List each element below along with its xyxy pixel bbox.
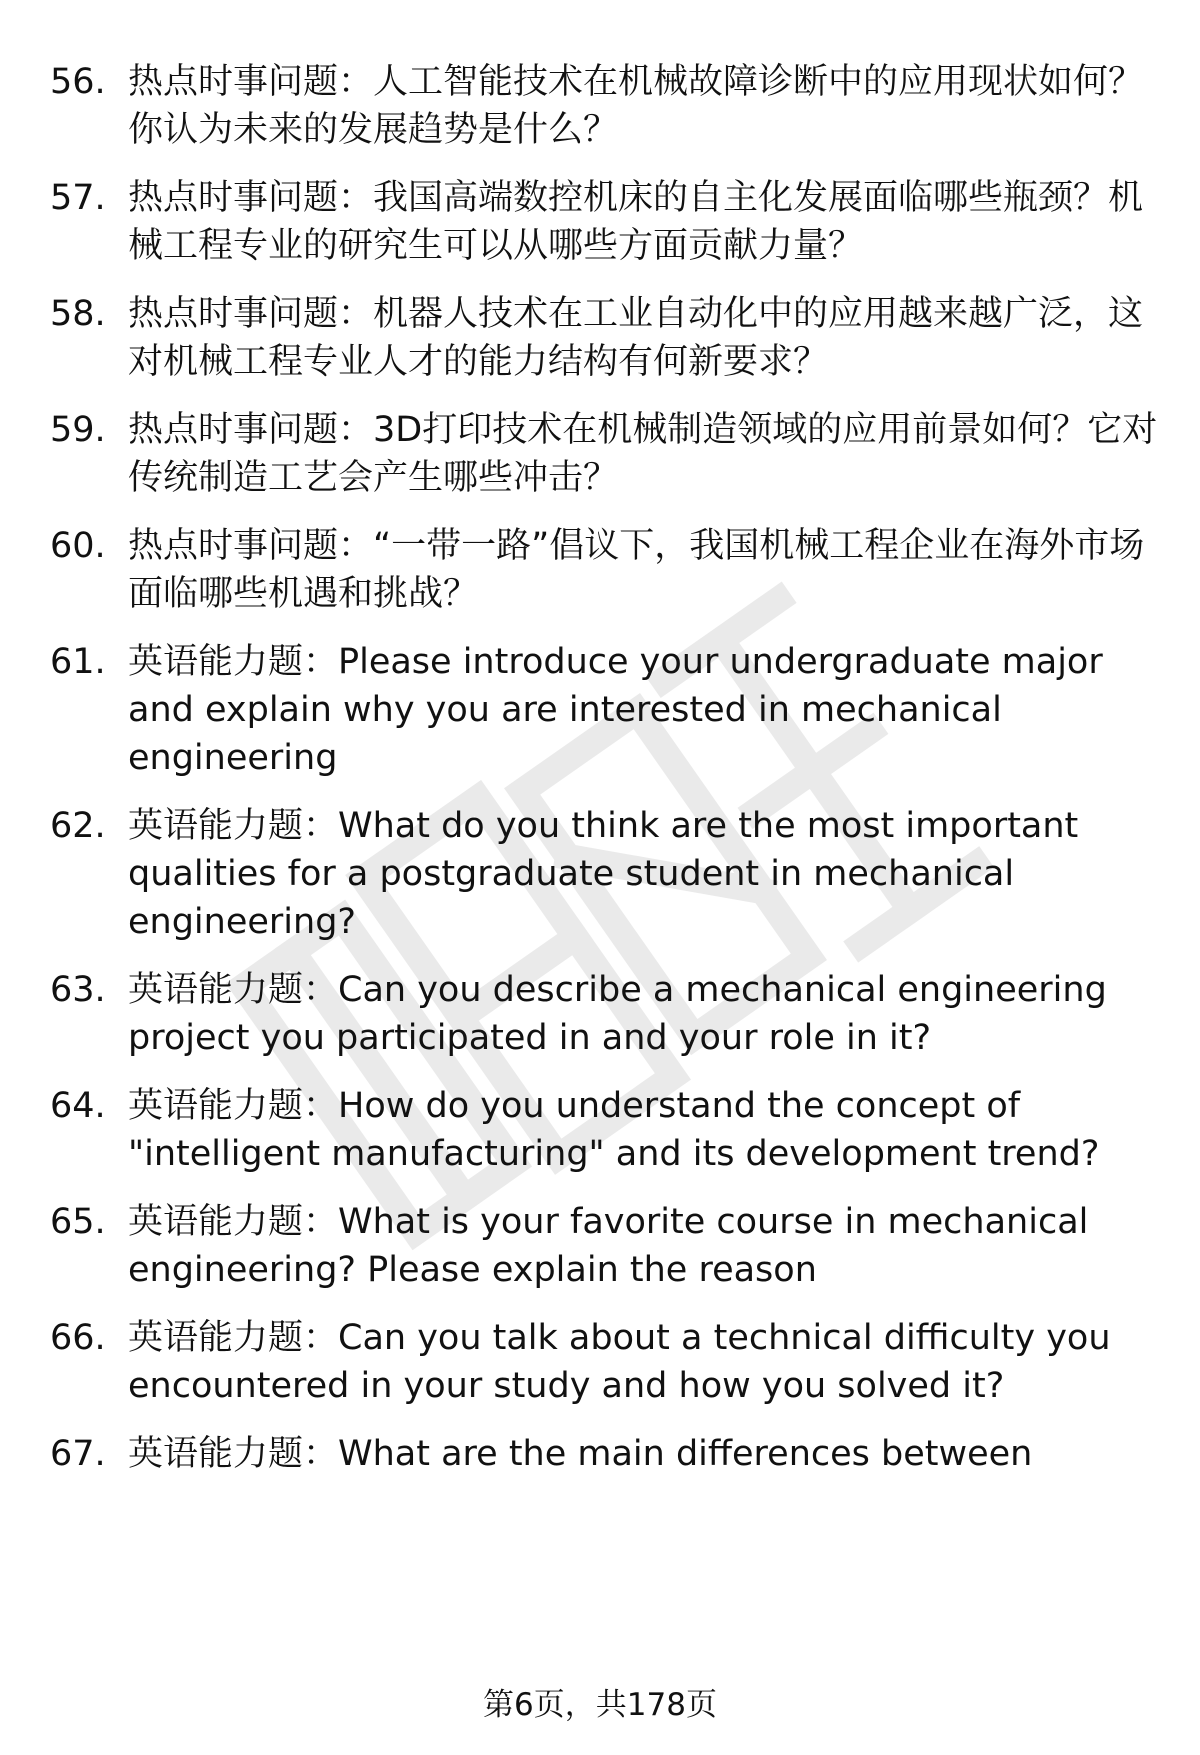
- question-item-57: [50, 174, 1160, 270]
- question-number: 64.: [50, 1086, 106, 1126]
- question-number: 57.: [50, 178, 106, 218]
- question-number: 56.: [50, 62, 106, 102]
- question-item-58: [50, 290, 1160, 386]
- question-item-63: [50, 966, 1160, 1062]
- question-number: 65.: [50, 1202, 106, 1242]
- question-item-59: [50, 406, 1160, 502]
- question-text: 英语能力题：What do you think are the most important qualities for a postgraduate student in mechanical engineering?: [128, 806, 1079, 942]
- question-number: 63.: [50, 970, 106, 1010]
- question-number: 59.: [50, 410, 106, 450]
- question-text: 英语能力题：What are the main differences between: [128, 1434, 1033, 1474]
- question-number: 67.: [50, 1434, 106, 1474]
- question-text: 英语能力题：What is your favorite course in mechanical engineering? Please explain the reason: [128, 1202, 1089, 1290]
- question-text: 热点时事问题：机器人技术在工业自动化中的应用越来越广泛，这对机械工程专业人才的能力结构有何新要求？: [128, 294, 1144, 382]
- question-text: 英语能力题：Can you describe a mechanical engineering project you participated in and your role in it?: [128, 970, 1107, 1058]
- question-number: 62.: [50, 806, 106, 846]
- question-text: 热点时事问题：人工智能技术在机械故障诊断中的应用现状如何？你认为未来的发展趋势是什么？: [128, 62, 1144, 150]
- question-item-61: [50, 638, 1160, 782]
- page-number-footer: 第6页，共178页: [483, 1687, 717, 1723]
- question-text: 热点时事问题：“一带一路”倡议下，我国机械工程企业在海外市场面临哪些机遇和挑战？: [128, 526, 1145, 614]
- question-item-56: [50, 58, 1160, 154]
- question-item-66: [50, 1314, 1160, 1410]
- question-text: 热点时事问题：我国高端数控机床的自主化发展面临哪些瓶颈？机械工程专业的研究生可以从哪些方面贡献力量？: [128, 178, 1144, 266]
- question-item-64: [50, 1082, 1160, 1178]
- question-item-65: [50, 1198, 1160, 1294]
- question-item-60: [50, 522, 1160, 618]
- question-number: 60.: [50, 526, 106, 566]
- question-item-62: [50, 802, 1160, 946]
- question-number: 61.: [50, 642, 106, 682]
- question-text: 英语能力题：Can you talk about a technical difficulty you encountered in your study and how you solved it?: [128, 1318, 1111, 1406]
- question-text: 英语能力题：How do you understand the concept of "intelligent manufacturing" and its development trend?: [128, 1086, 1100, 1174]
- question-number: 58.: [50, 294, 106, 334]
- question-text: 热点时事问题：3D打印技术在机械制造领域的应用前景如何？它对传统制造工艺会产生哪些冲击？: [128, 410, 1158, 498]
- question-number: 66.: [50, 1318, 106, 1358]
- question-text: 英语能力题：Please introduce your undergraduate major and explain why you are interested in mechanical engineering: [128, 642, 1103, 778]
- question-item-67: [50, 1430, 1160, 1478]
- question-list: [50, 58, 1160, 1478]
